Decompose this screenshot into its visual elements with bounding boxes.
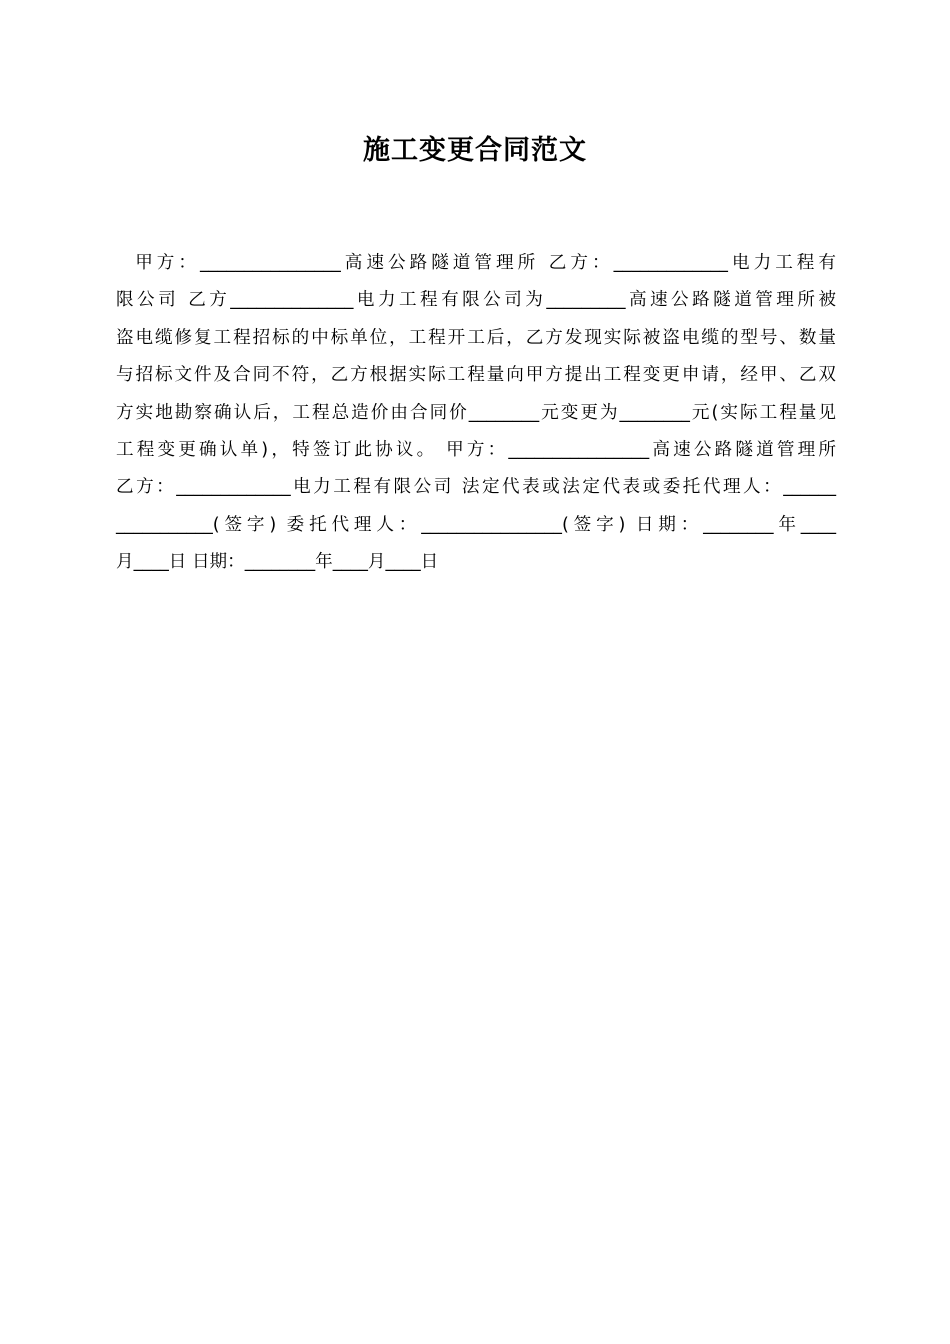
body-line-7: 乙方：_____________电力工程有限公司 法定代表或法定代表或委托代理人：______ [116,477,836,498]
body-line-6: 工程变更确认单)，特签订此协议。 甲方：________________高速公路隧道管理所 [116,440,836,461]
body-line-2: 限公司 乙方______________电力工程有限公司为_________高速公路隧道管理所被 [116,290,836,311]
body-line-3: 盗电缆修复工程招标的中标单位，工程开工后，乙方发现实际被盗电缆的型号、数量 [116,327,836,348]
body-line-5: 方实地勘察确认后，工程总造价由合同价________元变更为________元(实际工程量见 [116,402,836,423]
contract-body [116,245,836,582]
body-line-4: 与招标文件及合同不符，乙方根据实际工程量向甲方提出工程变更申请，经甲、乙双 [116,365,836,386]
body-line-1: 甲方：________________高速公路隧道管理所 乙方：_____________电力工程有 [116,253,836,273]
body-line-9: 月____日 日期：________年____月____日 [116,552,439,573]
document-title: 施工变更合同范文 [363,135,587,166]
body-line-8: ___________(签字) 委托代理人：________________(签字) 日期：________年____ [116,514,836,535]
